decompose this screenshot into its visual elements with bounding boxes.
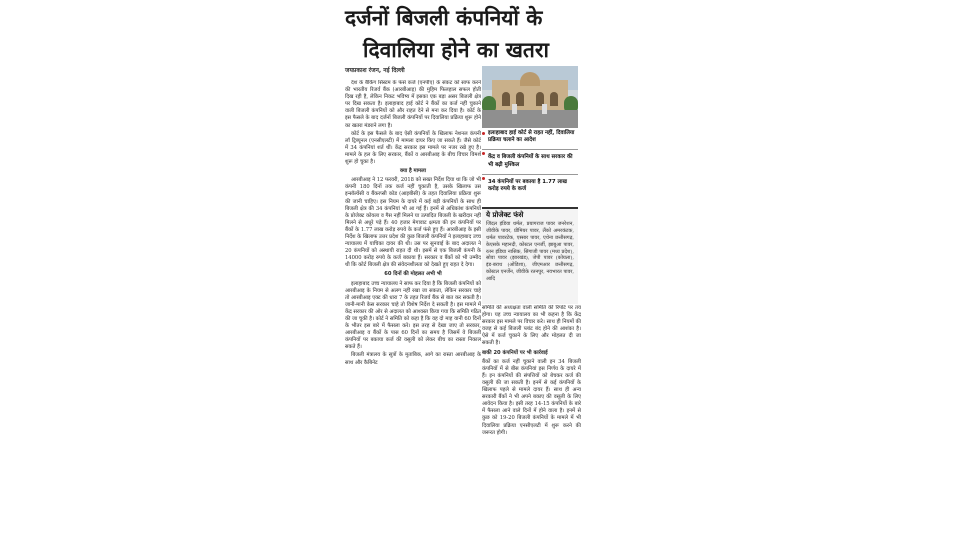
article-column-right — [482, 305, 581, 545]
photo-pillar — [512, 104, 517, 114]
article-paragraph: बैंकों का कर्ज नहीं चुकाने वाली इन 34 बिजली कंपनियों में से बीस कंपनियां इस निर्णय के दायरे में हैं। इन कंपनियों की संपत्तियों को बेचकर कर्ज की वसूली की जा सकती है। इनमें से कई कंपनियों के खिलाफ पहले से मामले दायर हैं। साथ ही अन्य सरकारी बैंकों ने भी अपने बकाए की वसूली के लिए आवेदन किया है। इसी तरह 14-15 कंपनियों के बारे में फैसला आने वाले दिनों में होने वाला है। इनमें से कुछ को 19-20 बिजली कंपनियों के मामले में भी दिवालिया प्रक्रिया एनसीएलटी में शुरू करने की जरूरत होगी। — [482, 358, 581, 436]
box-text: जिंदल इंडिया थर्मल, प्रयागराज पावर जनरेशन, जीवीके पावर, प्रीमियर पावर, लैंको अमरकंटक, थर्मल पावरटेक, एस्सार पावर, एथेना छत्तीसगढ़, केएसके महानदी, कोस्टल एनर्जी, झाबुआ पावर, रतन इंडिया नासिक, सिंगाजी पावर (मध्य प्रदेश), सोवा पावर (झारखंड), जेपी पावर (कोयला), इंड-बराथ (ओडिशा), जीएमआर छत्तीसगढ़, कोस्टल एनर्जेन, जीवीके रतनपुर, नवभारत पावर, आदि — [486, 220, 574, 283]
highlights — [482, 130, 578, 198]
photo-arch — [516, 92, 524, 106]
article-paragraph: बिजली मंत्रालय के सूत्रों के मुताबिक, आगे का रास्ता आरबीआइ के साथ और कैबिनेट — [345, 352, 481, 366]
court-building-photo — [482, 66, 578, 128]
headline-line-2: दिवालिया होने का खतरा — [363, 38, 549, 62]
stuck-projects-box — [482, 207, 578, 304]
highlight-item: इलाहाबाद हाई कोर्ट से राहत नहीं, दिवालिया प्रक्रिया चलाने का आदेश — [482, 130, 578, 144]
article-paragraph: समिति की अध्यक्षता वाली समिति की रिपोर्ट पर तय होगा। यह उच्च न्यायालय का भी कहना है कि केंद्र सरकार इस मामले पर विचार करे। साथ ही नियमों की वजह से कई बिजली प्लांट बंद होने की आशंका है। ऐसे में कर्ज चुकाने के लिए और मोहलत दी जा सकती है। — [482, 305, 581, 347]
headline — [335, 2, 581, 66]
article-paragraph: कोर्ट के इस फैसले के बाद ऐसी कंपनियों के खिलाफ नेशनल कंपनी लॉ ट्रिब्यूनल (एनसीएलटी) में मामला दायर किए जा सकते हैं। जैसे कोर्ट में 34 कंपनियां शर्त थीं। केंद्र सरकार इस मामले पर नजर रखे हुए है। मामले के हल के लिए सरकार, बैंकों व आरबीआइ के बीच विचार विमर्श शुरू हो चुका है। — [345, 130, 481, 166]
box-title: ये प्रोजेक्ट फंसे — [486, 211, 524, 219]
photo-road — [482, 110, 578, 128]
subheading: 60 दिनों की मोहलत अभी भी — [384, 271, 442, 278]
highlight-item: 34 कंपनियों पर बकाया है 1.77 लाख करोड़ रुपये के कर्ज — [482, 174, 578, 193]
photo-arch — [550, 92, 558, 106]
subheading: क्या है मामला — [400, 168, 426, 175]
photo-pillar — [542, 104, 547, 114]
article-paragraph: आरबीआइ ने 12 फरवरी, 2018 को सख्त निर्देश दिया था कि जो भी कंपनी 180 दिनों तक कर्ज नहीं चुकाती है, उसके खिलाफ उस इन्सॉल्वेंसी व बैंकरप्सी कोड (आइबीसी) के तहत दिवालिया प्रक्रिया शुरू की जानी चाहिए। इस नियम के दायरे में कई बड़ी कंपनियों के साथ ही बिजली क्षेत्र की 34 कंपनियां भी आ गई हैं। इनमें से अधिकांश कंपनियों के प्रोजेक्ट कोयला व गैस नहीं मिलने या उत्पादित बिजली के खरीदार नहीं मिलने से अधूरे पड़े हैं। 40 हजार मेगावाट क्षमता की इन कंपनियों पर बैंकों के 1.77 लाख करोड़ रुपये के कर्ज फंसे हुए हैं। आरबीआइ के इसी निर्देश के खिलाफ उत्तर प्रदेश की कुछ बिजली कंपनियों ने इलाहाबाद उच्च न्यायालय में याचिका दायर की थी। उस पर सुनवाई के बाद अदालत ने 20 कंपनियों को अस्थायी राहत दी थी। इसमें से एक बिजली कंपनी के 14000 करोड़ रुपये के कर्ज बकाया हैं। सरकार व बैंकों को भी उम्मीद थी कि कोर्ट बिजली क्षेत्र की संवेदनशीलता को देखते हुए राहत दे देगा। — [345, 177, 481, 269]
highlight-item: केंद्र व बिजली कंपनियों के साथ सरकार की भी बढ़ी मुश्किल — [482, 149, 578, 168]
headline-line-1: दर्जनों बिजली कंपनियों के — [345, 6, 543, 30]
photo-dome — [520, 72, 540, 86]
article-column-left — [345, 80, 481, 545]
article-paragraph: इलाहाबाद उच्च न्यायालय ने साफ कर दिया है कि बिजली कंपनियों को आरबीआइ के नियम से अलग नहीं रखा जा सकता, लेकिन सरकार चाहे तो आरबीआइ एक्ट की धारा 7 के तहत रिजर्व बैंक से बात कर सकती है। जानी-मानी केस सरकार चाहे तो विशेष निर्देश दे सकती है। इस मामले में केंद्र सरकार की ओर से अदालत को आश्वस्त किया गया कि समिति गठित की जा चुकी है। कोर्ट ने समिति को कहा है कि वह दो माह यानी 60 दिनों के भीतर इस बारे में फैसला करे। इस तरह से देखा जाए तो सरकार, आरबीआइ व बैंकों के पास 60 दिनों का समय है जिसमें वे बिजली कंपनियों पर बकाया कर्ज की वसूली को लेकर बीच का रास्ता निकाल सकते हैं। — [345, 280, 481, 351]
byline: जयप्रकाश रंजन, नई दिल्ली — [345, 67, 405, 74]
subheading: बाकी 20 कंपनियों पर भी कार्रवाई — [482, 349, 548, 356]
newspaper-clipping — [335, 0, 581, 545]
photo-arch — [502, 92, 510, 106]
article-paragraph: देश के बैंकिंग सिस्टम के फंसे कर्जे (एनपीए) के संकट को साफ करने की भारतीय रिजर्व बैंक (आरबीआइ) की मुहिम फिलहाल सफल होती दिख रही है, लेकिन निकट भविष्य में इसका एक बड़ा असर बिजली क्षेत्र पर दिख सकता है। इलाहाबाद हाई कोर्ट ने बैंकों का कर्ज नहीं चुकाने वाली बिजली कंपनियों को और राहत देने से मना कर दिया है। कोर्ट के इस फैसले के बाद दर्जनों बिजली कंपनियों पर दिवालिया प्रक्रिया शुरू होने का खतरा मंडराने लगा है। — [345, 80, 481, 129]
